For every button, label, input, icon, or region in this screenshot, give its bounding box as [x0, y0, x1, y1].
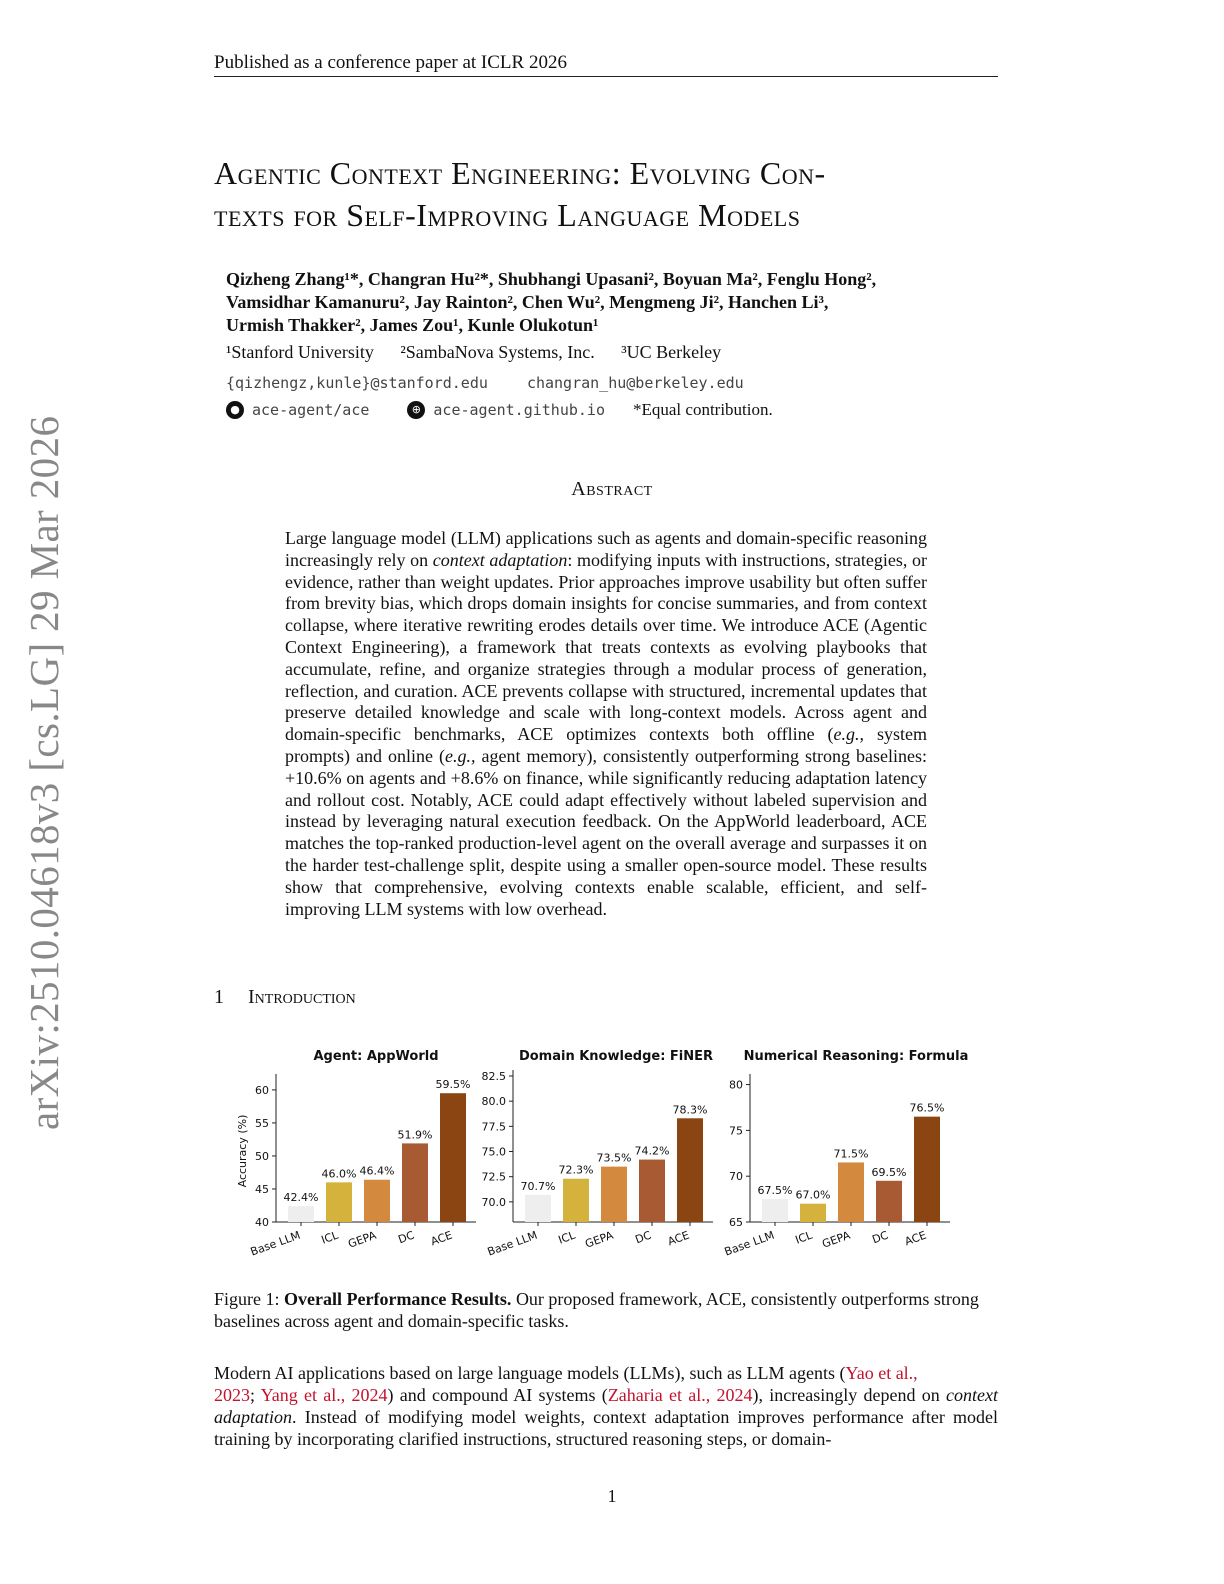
data-label: 69.5%: [871, 1165, 907, 1179]
body-text-5: . Instead of modifying model weights, context adaptation improves performance after model training by incorporating clarified instructions, structured reasoning steps, or domain-: [214, 1407, 998, 1449]
x-tick-label: GEPA: [346, 1228, 379, 1251]
bar-ace: [914, 1117, 940, 1222]
citation-yao[interactable]: Yao et al.,: [845, 1363, 918, 1383]
citation-zaharia-year[interactable]: 2024: [716, 1385, 753, 1405]
intro-paragraph: [214, 1362, 998, 1450]
citation-yao-year[interactable]: 2023: [214, 1385, 250, 1405]
data-label: 42.4%: [283, 1191, 319, 1205]
website-link[interactable]: ace-agent.github.io: [433, 401, 605, 419]
bar-gepa: [364, 1180, 390, 1222]
bar-icl: [563, 1179, 589, 1222]
bar-base-llm: [525, 1195, 551, 1222]
y-tick-label: 72.5: [481, 1170, 506, 1184]
x-tick-label: Base LLM: [485, 1228, 540, 1259]
y-tick-label: 65: [729, 1216, 743, 1229]
data-label: 73.5%: [596, 1151, 632, 1165]
bar-dc: [876, 1181, 902, 1222]
y-tick-label: 60: [255, 1083, 269, 1097]
x-tick-label: GEPA: [820, 1228, 853, 1251]
x-tick-label: ACE: [665, 1228, 692, 1249]
abstract-eg-1: e.g.,: [833, 724, 865, 745]
arxiv-identifier: arXiv:2510.04618v3 [cs.LG] 29 Mar 2026: [21, 415, 67, 1130]
abstract-text-2: : modifying inputs with instructions, strategies, or evidence, rather than weight updates. Prior approaches improve usability but often suffer from brevity bias, which drops domain insights for concise summaries, and from context collapse, where iterative rewriting erodes details over time. We introduce ACE (: [285, 549, 927, 636]
bar-icl: [326, 1182, 352, 1222]
body-emphasis: context adaptation: [214, 1385, 998, 1427]
affiliations: [226, 342, 743, 363]
body-text-2: ;: [250, 1385, 261, 1405]
performance-charts: [214, 1040, 1004, 1280]
data-label: 72.3%: [558, 1163, 594, 1177]
x-tick-label: Base LLM: [722, 1228, 777, 1259]
abstract-text-3: ), a framework that treats contexts as evolving playbooks that accumulate, refine, and organize strategies through a modular process of generation, reflection, and curation. ACE prevents collapse with structured, incremental updates that preserve detailed knowledge and scale with long-context models. Across agent and domain-specific benchmarks, ACE optimizes contexts both offline (: [285, 636, 928, 745]
figure-caption: [214, 1288, 998, 1332]
affiliation-1: ¹Stanford University: [226, 342, 374, 362]
y-tick-label: 70: [729, 1170, 743, 1184]
data-label: 76.5%: [909, 1101, 945, 1115]
figure-1: [214, 1040, 1004, 1280]
y-axis-label: Accuracy (%): [236, 1114, 249, 1188]
bar-gepa: [838, 1162, 864, 1222]
authors-line-2: Vamsidhar Kamanuru², Jay Rainton², Chen Wu², Mengmeng Ji², Hanchen Li³,: [226, 292, 829, 312]
equal-contribution-note: *Equal contribution.: [633, 400, 773, 419]
title-line-1: Agentic Context Engineering: Evolving Con-: [214, 155, 826, 191]
x-tick-label: DC: [870, 1228, 891, 1247]
body-text-3: ) and compound AI systems (: [387, 1385, 608, 1405]
data-label: 67.0%: [795, 1188, 831, 1202]
abstract-text-4: system prompts) and online (: [285, 724, 927, 766]
citation-zaharia[interactable]: Zaharia et al.,: [607, 1385, 711, 1405]
contact-emails: [226, 374, 774, 392]
bar-dc: [402, 1143, 428, 1222]
y-tick-label: 75: [729, 1124, 743, 1138]
x-tick-label: ICL: [319, 1228, 341, 1247]
authors-line-3: Urmish Thakker², James Zou¹, Kunle Olukotun¹: [226, 315, 599, 335]
citation-yang[interactable]: Yang et al.,: [260, 1385, 346, 1405]
y-tick-label: 45: [255, 1182, 269, 1196]
email-stanford[interactable]: {qizhengz,kunle}@stanford.edu: [226, 374, 488, 392]
bar-dc: [639, 1160, 665, 1222]
bar-base-llm: [288, 1206, 314, 1222]
data-label: 59.5%: [435, 1078, 471, 1092]
caption-text: Our proposed framework, ACE, consistently outperforms strong baselines across agent and domain-specific tasks.: [214, 1289, 979, 1331]
y-tick-label: 80.0: [481, 1095, 506, 1109]
bar-base-llm: [762, 1199, 788, 1222]
github-link[interactable]: ace-agent/ace: [252, 401, 370, 419]
bar-gepa: [601, 1167, 627, 1222]
section-title: Introduction: [248, 986, 356, 1008]
data-label: 78.3%: [672, 1103, 708, 1117]
bar-ace: [440, 1093, 466, 1222]
y-tick-label: 70.0: [481, 1195, 506, 1209]
data-label: 51.9%: [397, 1128, 433, 1142]
project-links: [226, 400, 773, 420]
data-label: 70.7%: [520, 1179, 556, 1193]
body-text-4: ), increasingly depend on: [752, 1385, 947, 1405]
y-tick-label: 77.5: [481, 1120, 506, 1134]
abstract-heading: Abstract: [571, 478, 653, 500]
authors-line-1: Qizheng Zhang¹*, Changran Hu²*, Shubhangi Upasani², Boyuan Ma², Fenglu Hong²,: [226, 269, 877, 289]
bar-ace: [677, 1118, 703, 1222]
title-line-2: texts for Self-Improving Language Models: [214, 197, 801, 233]
abstract-eg-2: e.g.,: [445, 745, 476, 766]
section-heading: [214, 986, 356, 1009]
x-tick-label: GEPA: [583, 1228, 616, 1251]
email-berkeley[interactable]: changran_hu@berkeley.edu: [526, 374, 744, 392]
data-label: 74.2%: [634, 1144, 670, 1158]
body-text-1: Modern AI applications based on large language models (LLMs), such as LLM agents (: [214, 1363, 846, 1383]
affiliation-2: ²SambaNova Systems, Inc.: [400, 342, 595, 362]
data-label: 46.0%: [321, 1167, 357, 1181]
chart-title: Domain Knowledge: FiNER: [518, 1049, 714, 1064]
ace-expansion: Agentic Context Engineering: [285, 615, 927, 657]
bar-icl: [800, 1204, 826, 1222]
x-tick-label: ACE: [428, 1228, 455, 1249]
paper-title: [214, 152, 1014, 236]
x-tick-label: ACE: [902, 1228, 929, 1249]
y-tick-label: 75.0: [481, 1145, 506, 1159]
x-tick-label: ICL: [556, 1228, 578, 1247]
x-tick-label: DC: [633, 1228, 654, 1247]
chart-title: Agent: AppWorld: [313, 1049, 439, 1064]
github-icon: ●: [226, 401, 244, 419]
x-tick-label: Base LLM: [248, 1228, 303, 1259]
section-number: 1: [214, 986, 224, 1008]
x-tick-label: DC: [396, 1228, 417, 1247]
y-tick-label: 55: [255, 1116, 269, 1130]
affiliation-3: ³UC Berkeley: [621, 342, 722, 362]
caption-bold: Overall Performance Results.: [284, 1289, 512, 1309]
abstract-body: [285, 528, 927, 920]
caption-label: Figure 1:: [214, 1289, 284, 1309]
y-tick-label: 80: [729, 1078, 743, 1092]
abstract-text-5: agent memory), consistently outperforming strong baselines: +10.6% on agents and +8.6% on finance, while significantly reducing adaptation latency and rollout cost. Notably, ACE could adapt effectively without labeled supervision and instead by leveraging natural execution feedback. On the AppWorld leaderboard, ACE matches the top-ranked production-level agent on the overall average and surpasses it on the harder test-challenge split, despite using a smaller open-source model. These results show that comprehensive, evolving contexts enable scalable, efficient, and self-improving LLM systems with low overhead.: [285, 745, 927, 919]
y-tick-label: 40: [255, 1216, 269, 1229]
data-label: 46.4%: [359, 1164, 395, 1178]
running-header: Published as a conference paper at ICLR 2026: [214, 52, 998, 77]
globe-icon: ⊕: [407, 401, 425, 419]
author-list: [226, 268, 986, 337]
y-tick-label: 82.5: [481, 1070, 506, 1083]
x-tick-label: ICL: [793, 1228, 815, 1247]
citation-yang-year[interactable]: 2024: [351, 1385, 388, 1405]
chart-title: Numerical Reasoning: Formula: [743, 1049, 969, 1064]
data-label: 71.5%: [833, 1147, 869, 1161]
abstract-emphasis: context adaptation: [432, 549, 568, 570]
y-tick-label: 50: [255, 1149, 269, 1163]
page-number: 1: [607, 1486, 617, 1506]
abstract-text-1: Large language model (LLM) applications such as agents and domain-specific reasoning increasingly rely on: [285, 528, 927, 570]
data-label: 67.5%: [757, 1184, 793, 1198]
